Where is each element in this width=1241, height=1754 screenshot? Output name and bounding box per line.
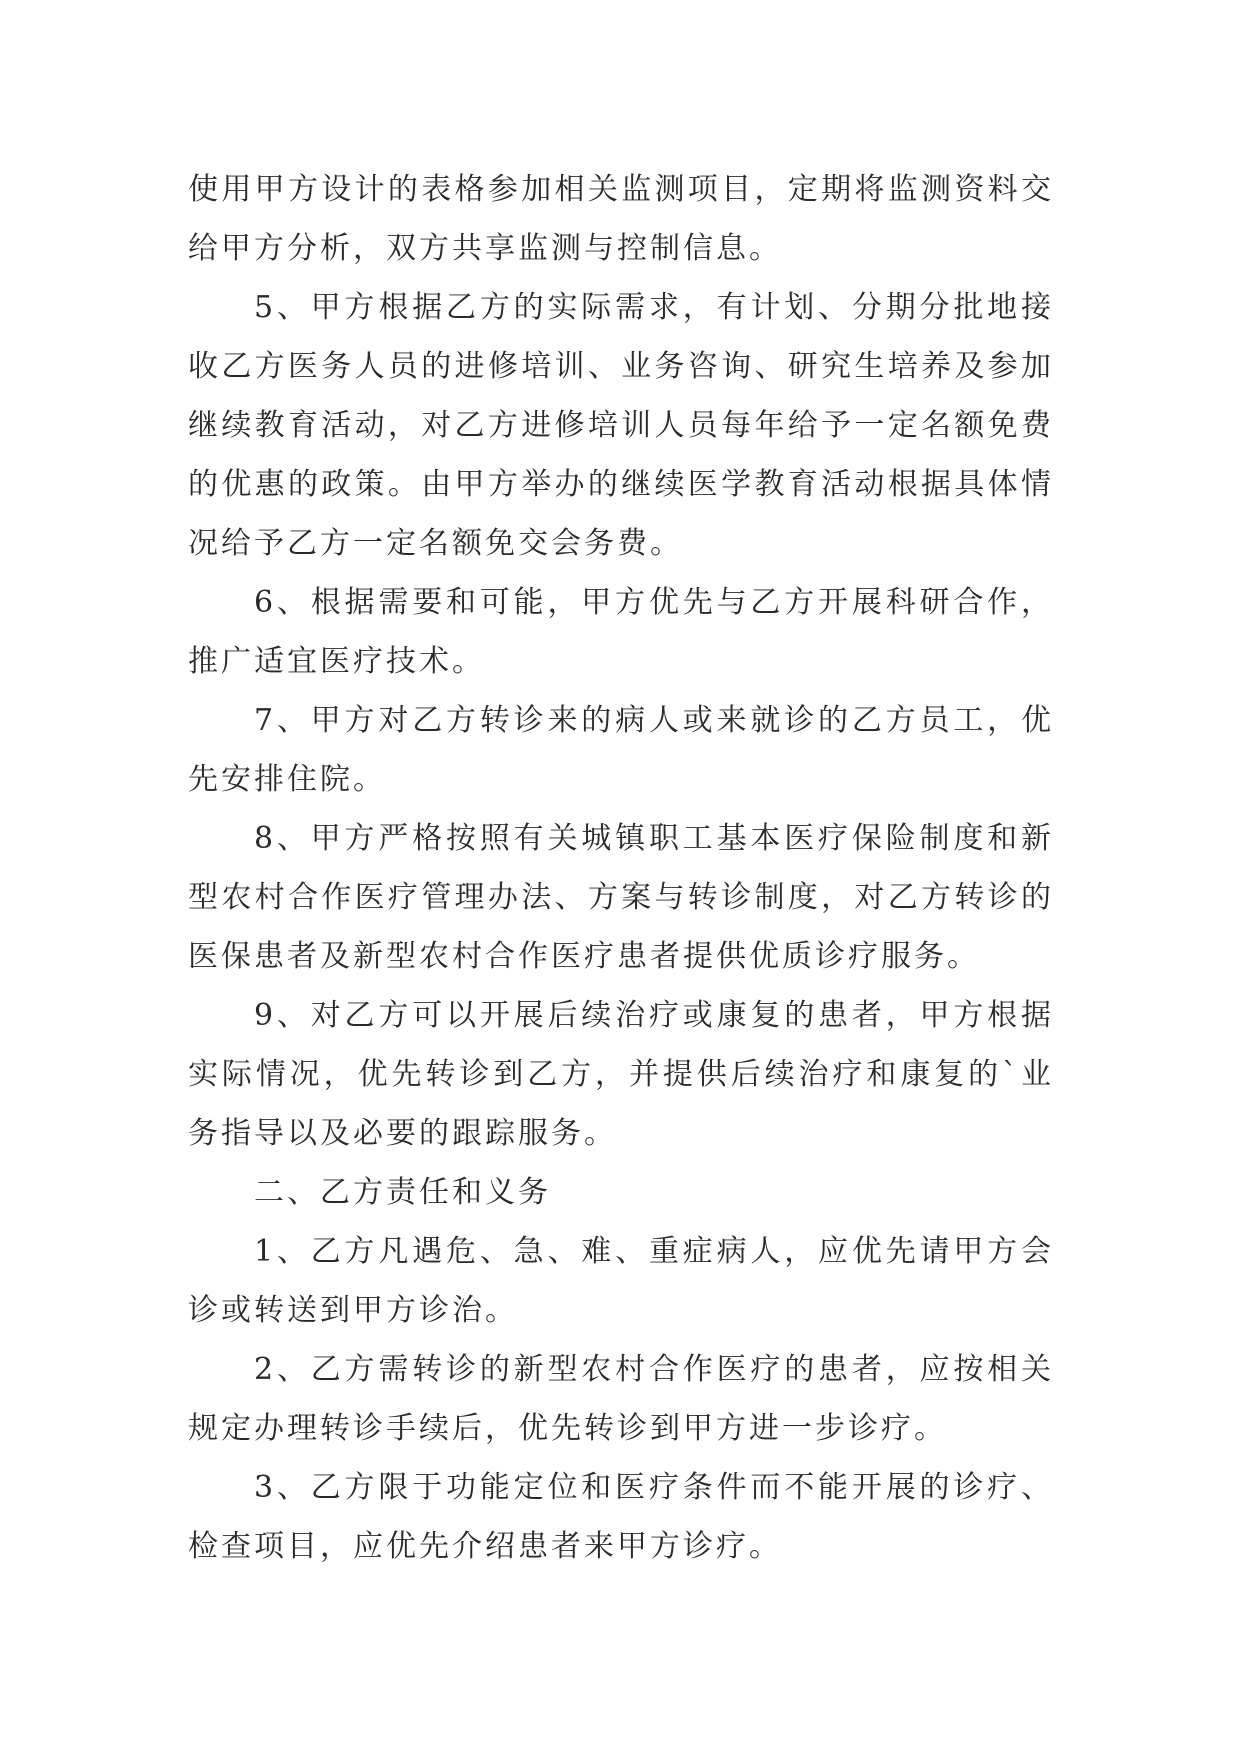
text-line: 2、乙方需转诊的新型农村合作医疗的患者，应按相关 [254, 1352, 1054, 1387]
text-line: 7、甲方对乙方转诊来的病人或来就诊的乙方员工，优 [254, 703, 1054, 738]
text-line: 实际情况，优先转诊到乙方，并提供后续治疗和康复的`业 [188, 1057, 1054, 1092]
paragraph-item-7 [188, 691, 1054, 809]
text-line: 务指导以及必要的跟踪服务。 [188, 1116, 617, 1151]
paragraph-continuation [188, 160, 1054, 278]
text-line: 8、甲方严格按照有关城镇职工基本医疗保险制度和新 [254, 821, 1054, 856]
text-line: 况给予乙方一定名额免交会务费。 [188, 526, 683, 561]
text-line: 9、对乙方可以开展后续治疗或康复的患者，甲方根据 [254, 998, 1054, 1033]
text-line: 继续教育活动，对乙方进修培训人员每年给予一定名额免费 [188, 408, 1054, 443]
text-line: 的优惠的政策。由甲方举办的继续医学教育活动根据具体情 [188, 467, 1054, 502]
paragraph-item-5 [188, 278, 1054, 573]
text-line: 规定办理转诊手续后，优先转诊到甲方进一步诊疗。 [188, 1411, 947, 1446]
paragraph-item-9 [188, 986, 1054, 1163]
text-line: 医保患者及新型农村合作医疗患者提供优质诊疗服务。 [188, 939, 980, 974]
paragraph-item-3 [188, 1458, 1054, 1576]
text-line: 3、乙方限于功能定位和医疗条件而不能开展的诊疗、 [254, 1470, 1054, 1505]
text-line: 收乙方医务人员的进修培训、业务咨询、研究生培养及参加 [188, 349, 1054, 384]
text-line: 给甲方分析，双方共享监测与控制信息。 [188, 231, 782, 266]
section-heading-text: 二、乙方责任和义务 [254, 1175, 551, 1210]
section-heading [188, 1163, 1054, 1222]
text-line: 1、乙方凡遇危、急、难、重症病人，应优先请甲方会 [254, 1234, 1054, 1269]
paragraph-item-1 [188, 1222, 1054, 1340]
document-body [188, 160, 1054, 1576]
text-line: 检查项目，应优先介绍患者来甲方诊疗。 [188, 1529, 782, 1564]
text-line: 6、根据需要和可能，甲方优先与乙方开展科研合作， [254, 585, 1054, 620]
paragraph-item-2 [188, 1340, 1054, 1458]
text-line: 型农村合作医疗管理办法、方案与转诊制度，对乙方转诊的 [188, 880, 1054, 915]
text-line: 推广适宜医疗技术。 [188, 644, 485, 679]
text-line: 5、甲方根据乙方的实际需求，有计划、分期分批地接 [254, 290, 1054, 325]
paragraph-item-6 [188, 573, 1054, 691]
paragraph-item-8 [188, 809, 1054, 986]
text-line: 诊或转送到甲方诊治。 [188, 1293, 518, 1328]
text-line: 使用甲方设计的表格参加相关监测项目，定期将监测资料交 [188, 172, 1054, 207]
text-line: 先安排住院。 [188, 762, 386, 797]
